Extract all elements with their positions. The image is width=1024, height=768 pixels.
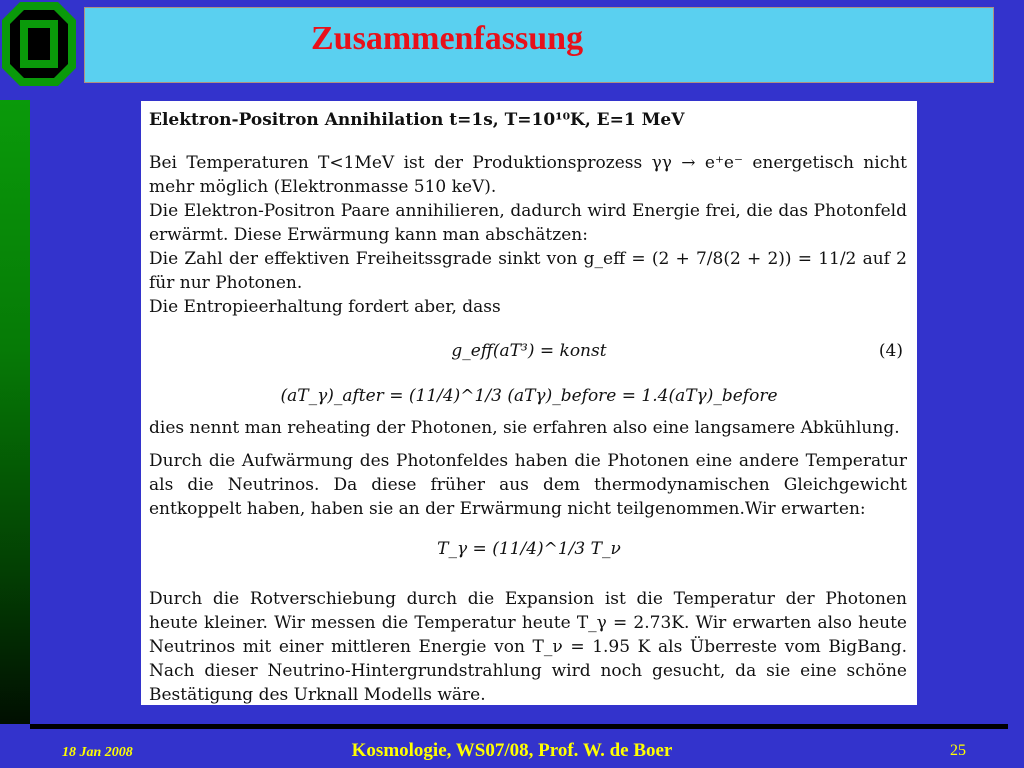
university-logo-icon [0, 0, 78, 88]
paragraph-production: Bei Temperaturen T<1MeV ist der Produktionsprozess γγ → e⁺e⁻ energetisch nicht mehr möglich (Elektronmasse 510 keV). [149, 153, 907, 197]
paragraph-reheating: dies nennt man reheating der Photonen, sie erfahren also eine langsamere Abkühlung. [149, 418, 900, 438]
paragraph-neutrinos: Durch die Aufwärmung des Photonfeldes haben die Photonen eine andere Temperatur als die Neutrinos. Da diese früher aus dem thermodynamischen Gleichgewicht entkoppelt haben, haben sie an der Erwärmung nicht teilgenommen.Wir erwarten: [149, 451, 907, 519]
sidebar-gradient-bar [0, 100, 30, 724]
equation-number: (4) [878, 341, 903, 361]
equation-entropy-text: g_eff(aT³) = konst [451, 341, 607, 361]
footer-course: Kosmologie, WS07/08, Prof. W. de Boer [351, 740, 673, 761]
equation-reheating: (aT_γ)_after = (11/4)^1/3 (aTγ)_before = 1.4(aTγ)_before [280, 386, 778, 406]
content-panel [141, 101, 917, 705]
paragraph-entropy: Die Entropieerhaltung fordert aber, dass [149, 297, 501, 317]
footer-divider [30, 724, 1008, 729]
content-heading: Elektron-Positron Annihilation t=1s, T=10¹⁰K, E=1 MeV [149, 110, 685, 130]
page-number: 25 [950, 742, 966, 759]
paragraph-annihilation: Die Elektron-Positron Paare annihilieren, dadurch wird Energie frei, die das Photonfeld erwärmt. Diese Erwärmung kann man abschätzen: [149, 201, 907, 245]
title-bar [84, 7, 994, 83]
slide-title: Zusammenfassung [311, 20, 584, 57]
equation-entropy [141, 339, 917, 363]
equation-neutrino-temperature: T_γ = (11/4)^1/3 T_ν [437, 539, 621, 559]
footer-date: 18 Jan 2008 [62, 745, 133, 760]
paragraph-degrees-of-freedom: Die Zahl der effektiven Freiheitssgrade sinkt von g_eff = (2 + 7/8(2 + 2)) = 11/2 auf 2 für nur Photonen. [149, 249, 907, 293]
paragraph-redshift: Durch die Rotverschiebung durch die Expansion ist die Temperatur der Photonen heute kleiner. Wir messen die Temperatur heute T_γ = 2.73K. Wir erwarten also heute Neutrinos mit einer mittleren Energie von T_ν = 1.95 K als Überreste vom BigBang. Nach dieser Neutrino-Hintergrundstrahlung wird noch gesucht, da sie eine schöne Bestätigung des Urknall Modells wäre. [149, 589, 907, 705]
